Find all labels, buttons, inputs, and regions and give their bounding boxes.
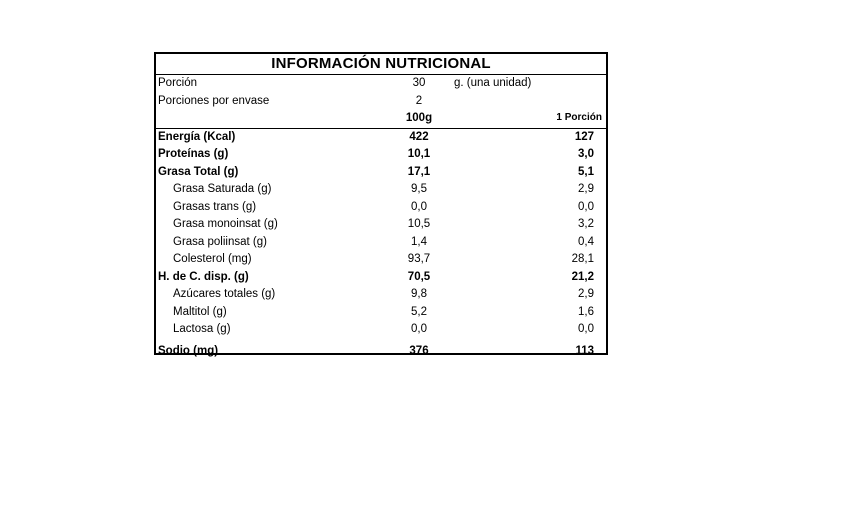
column-header-100g: 100g bbox=[405, 112, 433, 124]
value-per-portion: 1,6 bbox=[578, 305, 594, 318]
value-per-portion: 21,2 bbox=[571, 270, 594, 283]
value-per-portion: 2,9 bbox=[578, 288, 594, 300]
value-per-100g: 376 bbox=[409, 344, 429, 357]
nutrient-label: Grasa monoinsat (g) bbox=[173, 218, 278, 230]
table-row bbox=[156, 164, 606, 182]
porcion-unit: g. (una unidad) bbox=[454, 77, 532, 89]
table-row bbox=[156, 321, 606, 339]
table-row bbox=[156, 343, 606, 361]
value-per-portion: 113 bbox=[575, 344, 594, 357]
table-row bbox=[156, 286, 606, 304]
value-per-100g: 10,5 bbox=[407, 218, 431, 230]
value-per-100g: 422 bbox=[409, 130, 429, 143]
table-row bbox=[156, 216, 606, 234]
nutrient-label: Lactosa (g) bbox=[173, 323, 231, 335]
table-row bbox=[156, 146, 606, 164]
value-per-100g: 0,0 bbox=[411, 323, 427, 335]
serving-row bbox=[156, 75, 606, 93]
porciones-value: 2 bbox=[415, 94, 423, 107]
table-row bbox=[156, 251, 606, 269]
table-row bbox=[156, 199, 606, 217]
table-row bbox=[156, 304, 606, 322]
nutrient-label: Grasas trans (g) bbox=[173, 200, 257, 213]
value-per-portion: 0,4 bbox=[578, 235, 594, 248]
value-per-100g: 0,0 bbox=[411, 200, 427, 213]
column-header-row bbox=[156, 110, 606, 129]
porciones-label: Porciones por envase bbox=[158, 94, 270, 107]
value-per-100g: 17,1 bbox=[407, 165, 431, 178]
value-per-portion: 0,0 bbox=[578, 323, 594, 335]
table-row bbox=[156, 129, 606, 147]
nutrient-label: Grasa Total (g) bbox=[158, 165, 239, 178]
nutrient-label: H. de C. disp. (g) bbox=[158, 270, 249, 283]
value-per-100g: 10,1 bbox=[407, 148, 431, 160]
value-per-100g: 5,2 bbox=[411, 305, 427, 318]
porcion-label: Porción bbox=[158, 77, 197, 89]
value-per-100g: 9,5 bbox=[411, 183, 427, 195]
value-per-portion: 3,2 bbox=[578, 218, 594, 230]
nutrient-label: Proteínas (g) bbox=[158, 148, 229, 160]
value-per-portion: 0,0 bbox=[578, 200, 594, 213]
nutrient-label: Grasa poliinsat (g) bbox=[173, 235, 267, 248]
nutrition-table bbox=[154, 52, 608, 355]
nutrient-label: Sodio (mg) bbox=[158, 344, 219, 357]
value-per-100g: 93,7 bbox=[407, 253, 431, 265]
nutrient-label: Grasa Saturada (g) bbox=[173, 183, 272, 195]
nutrient-label: Colesterol (mg) bbox=[173, 253, 252, 265]
value-per-portion: 28,1 bbox=[571, 253, 594, 265]
table-row bbox=[156, 269, 606, 287]
nutrient-rows bbox=[156, 129, 606, 361]
value-per-portion: 3,0 bbox=[578, 148, 594, 160]
porcion-value: 30 bbox=[412, 77, 426, 89]
table-row bbox=[156, 181, 606, 199]
value-per-100g: 70,5 bbox=[407, 270, 431, 283]
column-header-portion: 1 Porción bbox=[556, 112, 602, 123]
table-row bbox=[156, 234, 606, 252]
nutrient-label: Energía (Kcal) bbox=[158, 130, 236, 143]
nutrient-label: Azúcares totales (g) bbox=[173, 288, 276, 300]
value-per-100g: 9,8 bbox=[411, 288, 427, 300]
value-per-100g: 1,4 bbox=[411, 235, 427, 248]
table-title: INFORMACIÓN NUTRICIONAL bbox=[156, 54, 606, 75]
servings-per-package-row bbox=[156, 93, 606, 111]
value-per-portion: 2,9 bbox=[578, 183, 594, 195]
value-per-portion: 5,1 bbox=[578, 165, 594, 178]
value-per-portion: 127 bbox=[574, 130, 594, 143]
nutrient-label: Maltitol (g) bbox=[173, 305, 227, 318]
